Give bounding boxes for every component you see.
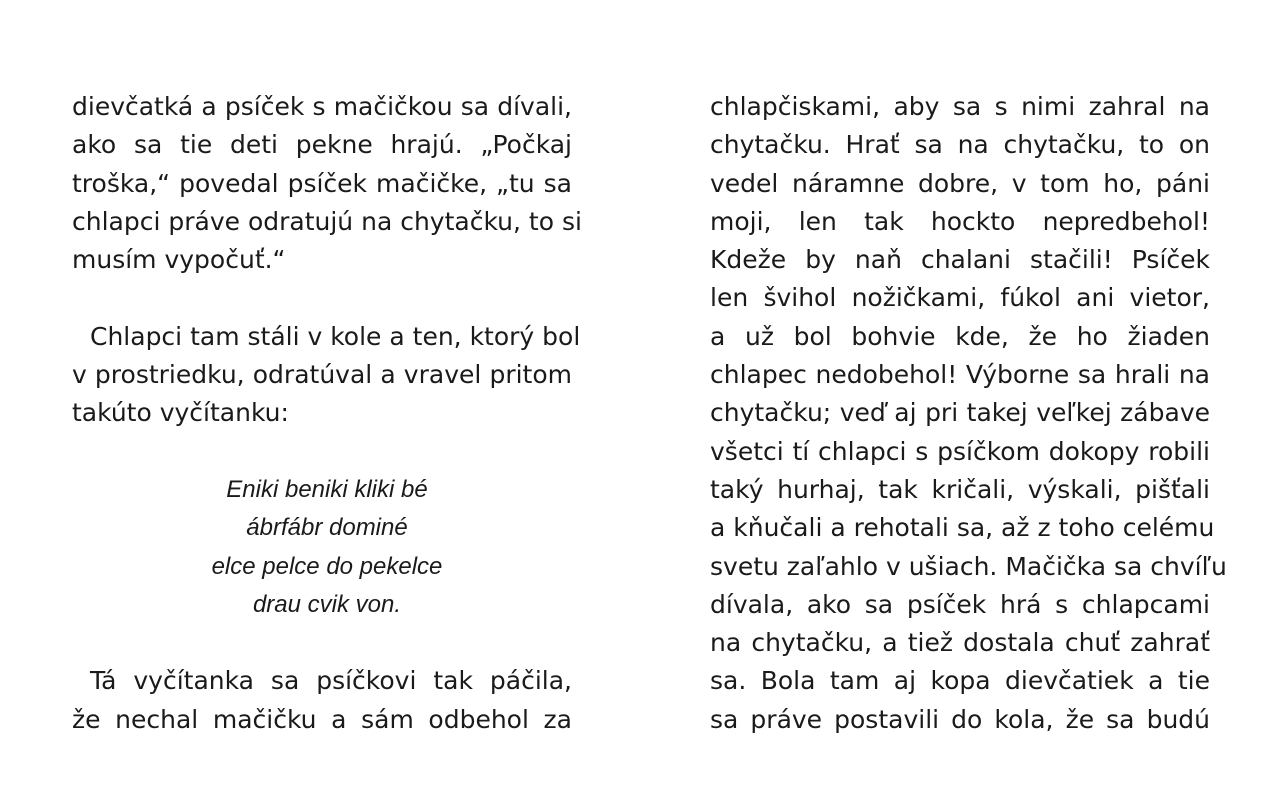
text-line: že nechal mačičku a sám odbehol za (72, 704, 572, 734)
text-line: chlapec nedobehol! Výborne sa hrali na (710, 360, 1210, 390)
counting-rhyme (72, 471, 572, 624)
left-page (72, 88, 582, 739)
text-line: musím vypočuť.“ (72, 245, 286, 275)
text-line: chytačku. Hrať sa na chytačku, to on (710, 130, 1210, 160)
text-line: taký hurhaj, tak kričali, výskali, pišťali (710, 474, 1210, 504)
text-line: chlapčiskami, aby sa s nimi zahral na (710, 92, 1210, 121)
paragraph (72, 662, 572, 739)
paragraph-gap (72, 624, 572, 662)
text-line: Tá vyčítanka sa psíčkovi tak páčila, (90, 666, 572, 696)
text-line: troška,“ povedal psíček mačičke, „tu sa (72, 168, 572, 198)
paragraph-gap (72, 279, 572, 317)
text-line: Chlapci tam stáli v kole a ten, ktorý bol (90, 321, 581, 351)
text-line: dievčatká a psíček s mačičkou sa dívali, (72, 92, 572, 121)
right-page (710, 88, 1227, 739)
text-line: takúto vyčítanku: (72, 398, 289, 428)
text-line: a už bol bohvie kde, že ho žiaden (710, 321, 1210, 351)
rhyme-line: ábrfábr dominé (246, 514, 408, 542)
text-line: chlapci práve odratujú na chytačku, to si (72, 206, 582, 236)
text-line: chytačku; veď aj pri takej veľkej zábave (710, 398, 1210, 428)
paragraph-gap (72, 433, 572, 471)
text-line: v prostriedku, odratúval a vravel pritom (72, 360, 572, 390)
text-line: sa. Bola tam aj kopa dievčatiek a tie (710, 666, 1210, 696)
rhyme-line: drau cvik von. (252, 590, 402, 618)
text-line: všetci tí chlapci s psíčkom dokopy robili (710, 436, 1210, 466)
paragraph (710, 88, 1227, 739)
text-line: a kňučali a rehotali sa, až z toho celému (710, 513, 1215, 543)
rhyme-line: Eniki beniki kliki bé (226, 475, 428, 503)
text-line: dívala, ako sa psíček hrá s chlapcami (710, 589, 1210, 619)
rhyme-line: elce pelce do pekelce (211, 552, 443, 580)
text-line: Kdeže by naň chalani stačili! Psíček (710, 245, 1210, 275)
text-line: ako sa tie deti pekne hrajú. „Počkaj (72, 130, 572, 160)
paragraph (72, 88, 582, 279)
text-line: sa práve postavili do kola, že sa budú (710, 704, 1210, 734)
text-line: na chytačku, a tiež dostala chuť zahrať (710, 628, 1210, 658)
text-line: vedel náramne dobre, v tom ho, páni (710, 168, 1210, 198)
text-line: moji, len tak hockto nepredbehol! (710, 206, 1210, 236)
text-line: svetu zaľahlo v ušiach. Mačička sa chvíľu (710, 551, 1227, 581)
paragraph (72, 318, 581, 433)
text-line: len švihol nožičkami, fúkol ani vietor, (710, 283, 1210, 313)
